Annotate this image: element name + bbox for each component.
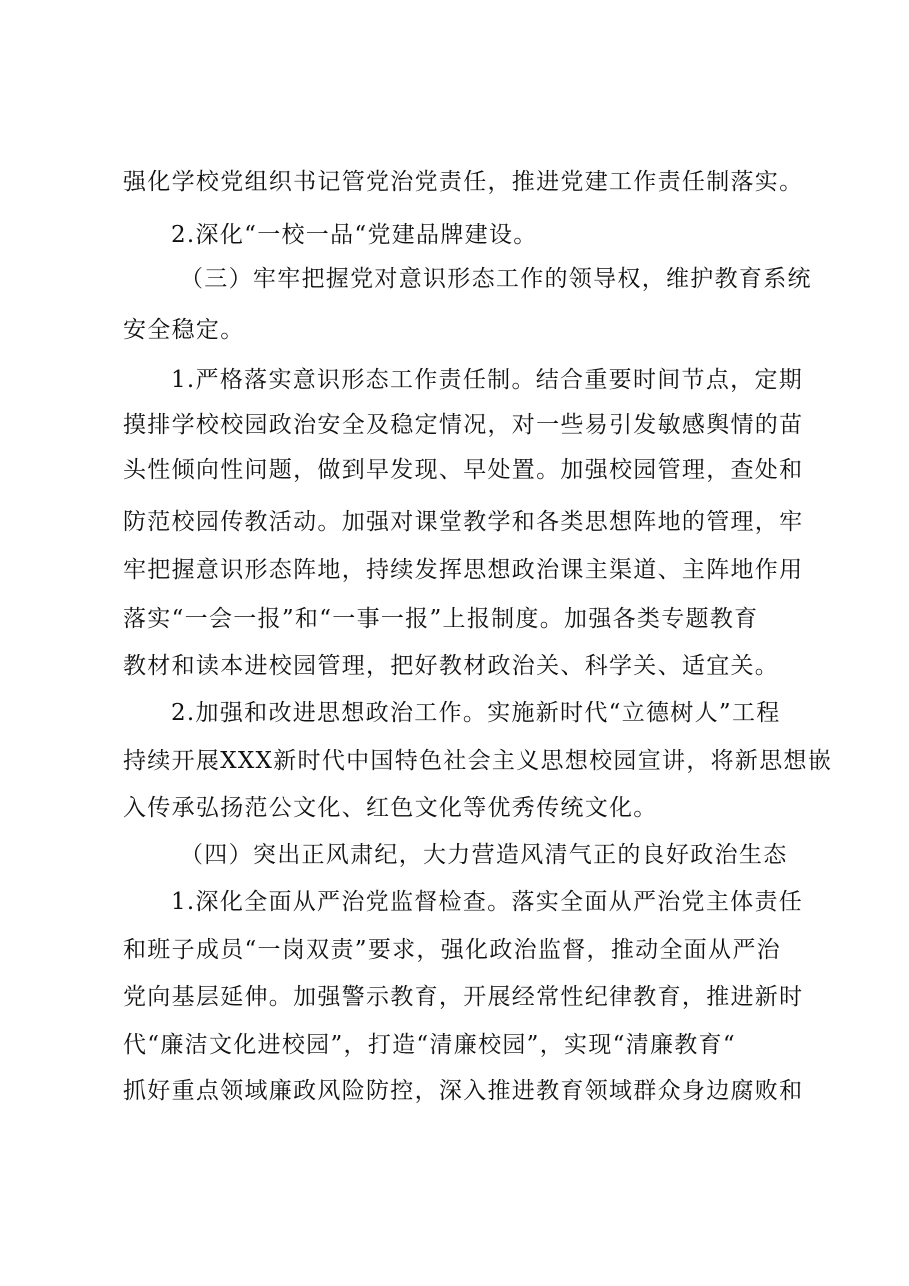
body-text-line: 摸排学校校园政治安全及稳定情况，对一些易引发敏感舆情的苗 — [123, 412, 804, 438]
body-text-line: 牢把握意识形态阵地，持续发挥思想政治课主渠道、主阵地作用 — [123, 557, 804, 583]
section-heading-4: （四）突出正风肃纪，大力营造风清气正的良好政治生态 — [180, 842, 788, 868]
body-text-line: 党向基层延伸。加强警示教育，开展经常性纪律教育，推进新时 — [123, 984, 804, 1010]
list-item-1: 1.严格落实意识形态工作责任制。结合重要时间节点，定期 — [171, 367, 804, 393]
body-text-line: 抓好重点领域廉政风险防控，深入推进教育领域群众身边腐败和 — [123, 1078, 804, 1104]
body-text-line: 头性倾向性问题，做到早发现、早处置。加强校园管理，查处和 — [123, 457, 804, 483]
list-item-1: 1.深化全面从严治党监督检查。落实全面从严治党主体责任 — [171, 889, 804, 915]
body-text-line: 持续开展XXX新时代中国特色社会主义思想校园宣讲，将新思想嵌 — [123, 748, 833, 774]
section-heading-3-continued: 安全稳定。 — [123, 317, 245, 343]
body-text-line: 教材和读本进校园管理，把好教材政治关、科学关、适宜关。 — [123, 653, 780, 679]
body-text-line: 防范校园传教活动。加强对课堂教学和各类思想阵地的管理，牢 — [123, 509, 804, 535]
body-text-line: 代“廉洁文化进校园”，打造“清廉校园”，实现“清廉教育“ — [123, 1032, 736, 1058]
body-text-line: 落实“一会一报”和“一事一报”上报制度。加强各类专题教育 — [123, 606, 759, 632]
list-item-2: 2.加强和改进思想政治工作。实施新时代“立德树人”工程 — [171, 700, 781, 726]
section-heading-3: （三）牢牢把握党对意识形态工作的领导权，维护教育系统 — [180, 266, 812, 292]
body-text-line: 入传承弘扬范公文化、红色文化等优秀传统文化。 — [123, 795, 658, 821]
list-item-2: 2.深化“一校一品“党建品牌建设。 — [171, 222, 538, 248]
body-text-line: 和班子成员“一岗双责”要求，强化政治监督，推动全面从严治 — [123, 937, 781, 963]
body-text-line: 强化学校党组织书记管党治党责任，推进党建工作责任制落实。 — [123, 169, 804, 195]
